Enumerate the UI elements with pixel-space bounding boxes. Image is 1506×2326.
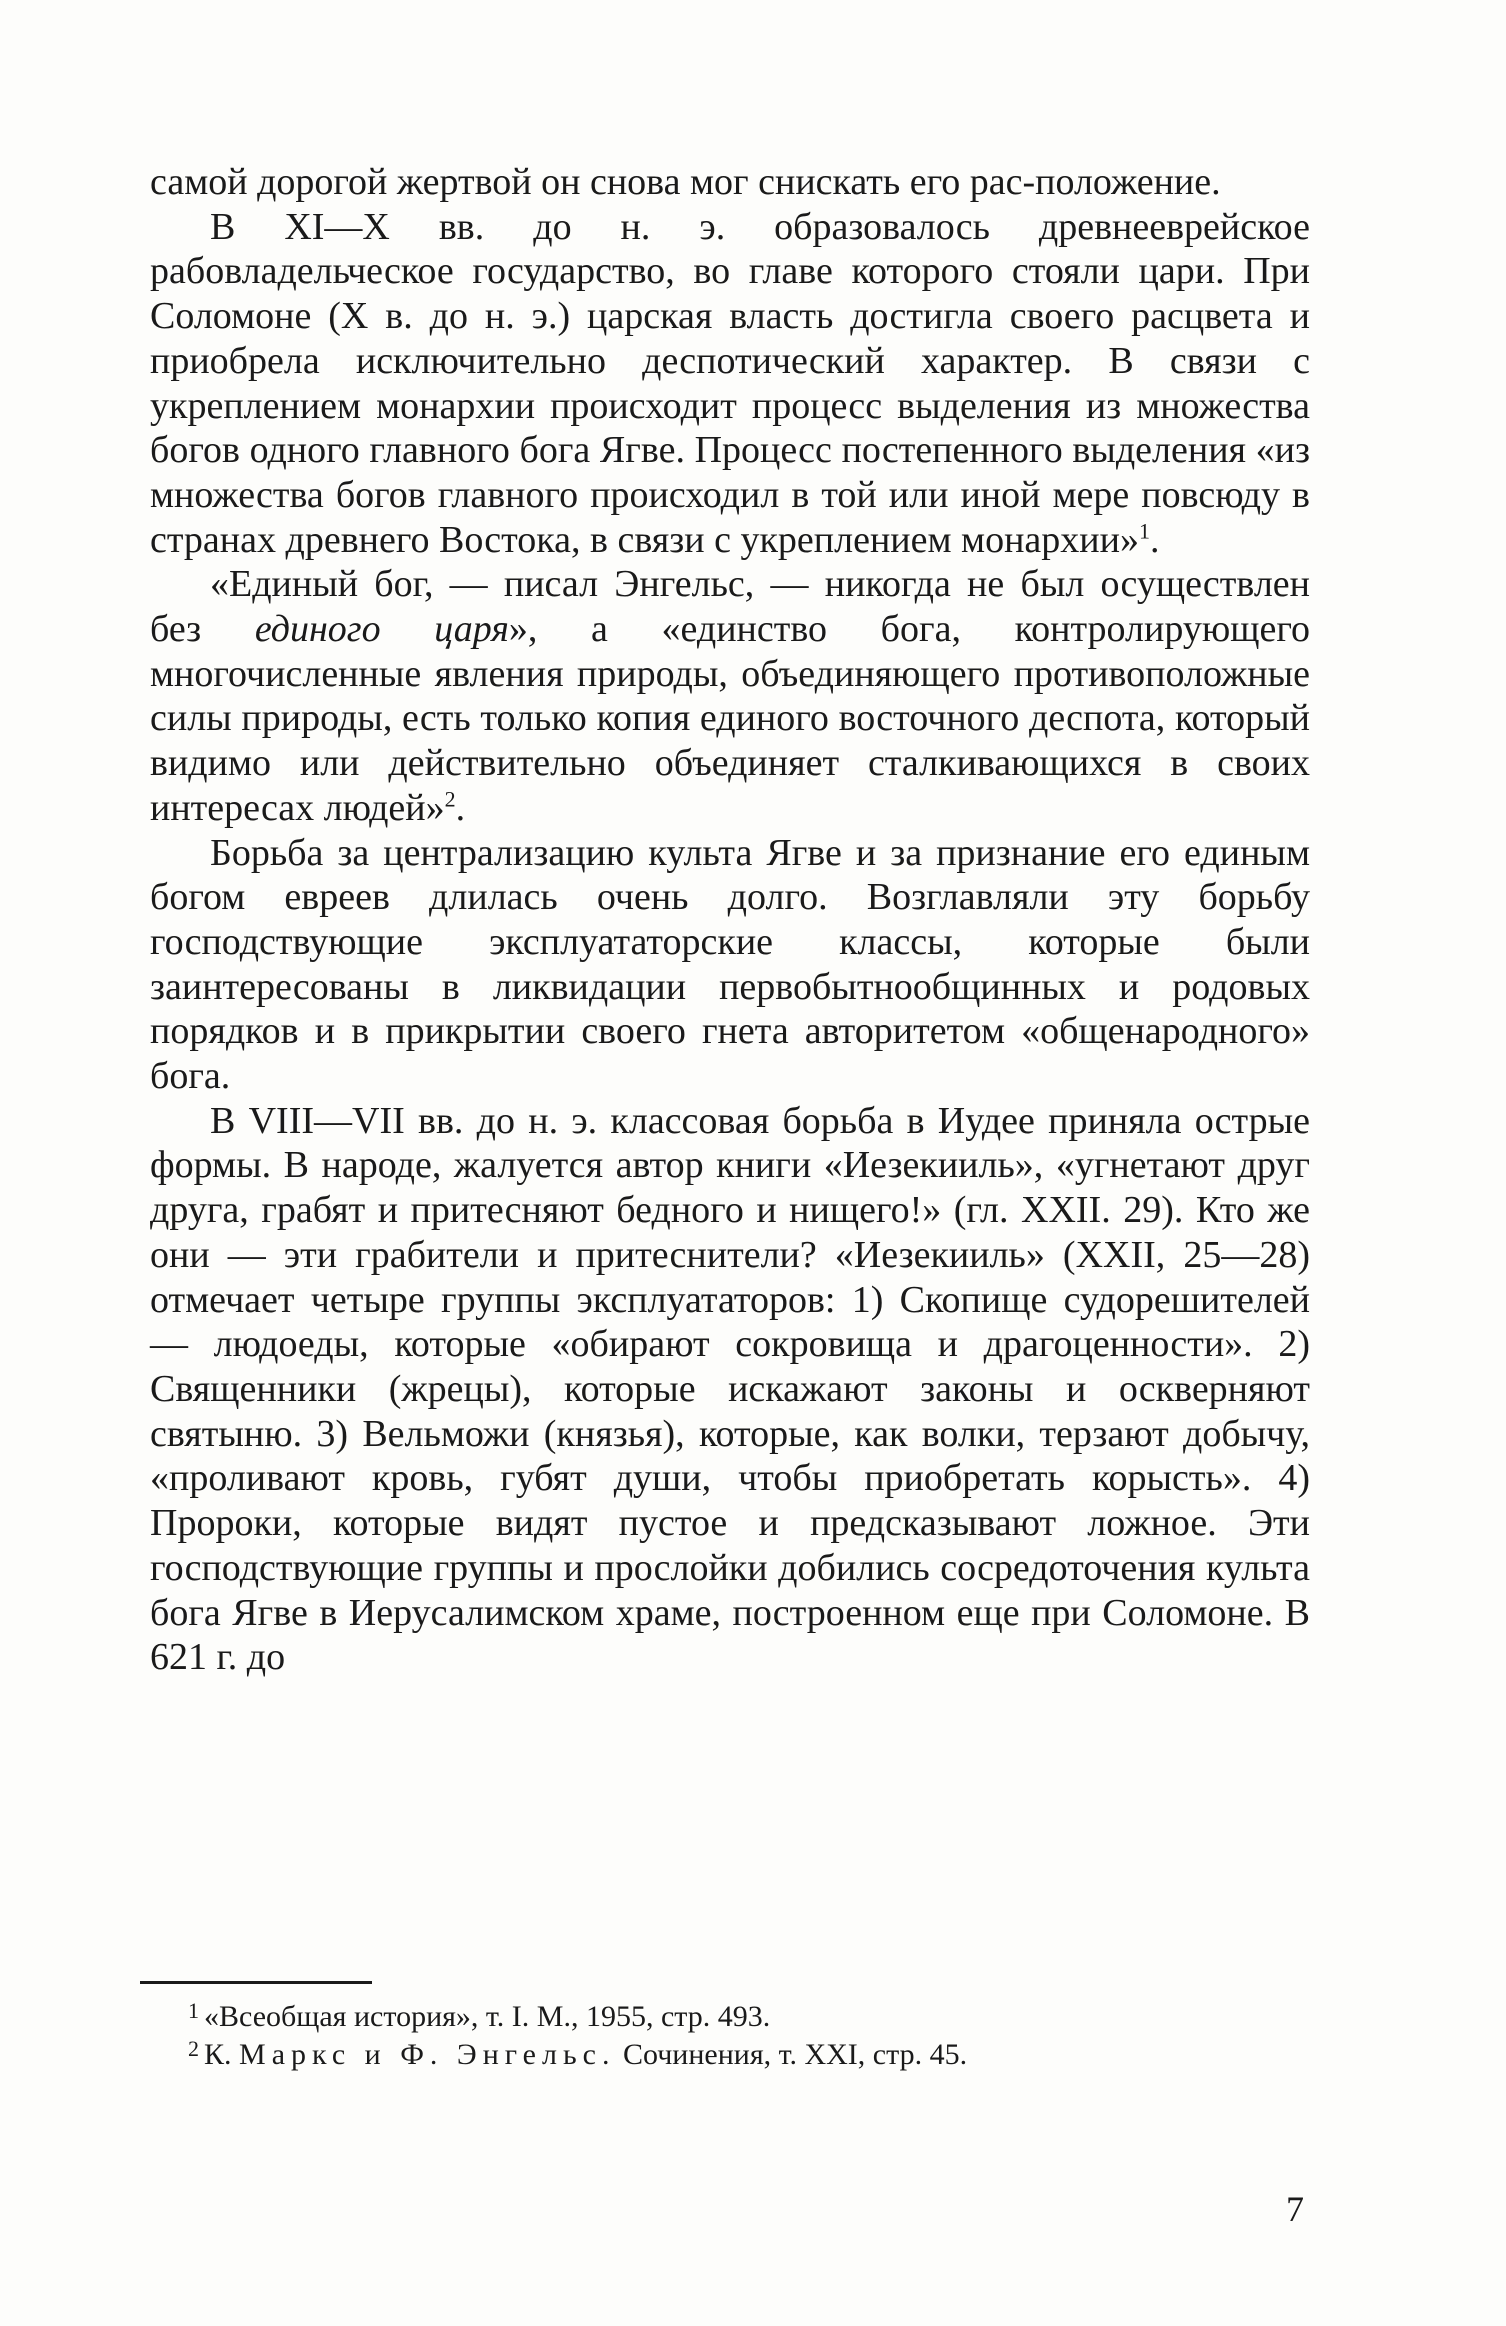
paragraph-5-text: В VIII—VII вв. до н. э. классовая борьба в Иудее приняла острые формы. В народе, жалуется автор книги «Иезекииль», «угнетают друг друга, грабят и притесняют бедного и нищего!» (гл. XXII. 29). Кто же они — эти грабители и притеснители? «Иезекииль» (XXII, 25—28) отмечает четыре группы эксплуататоров: 1) Скопище судорешителей — людоеды, которые «обирают сокровища и драгоценности». 2) Священники (жрецы), которые искажают законы и оскверняют святыню. 3) Вельможи (князья), которые, как волки, терзают добычу, «проливают кровь, губят души, чтобы приобретать корысть». 4) Пророки, которые видят пустое и предсказывают ложное. Эти господствующие группы и прослойки добились сосредоточения культа бога Ягве в Иерусалимском храме, построенном еще при Соломоне. В 621 г. до bbox=[150, 1099, 1310, 1679]
paragraph-3 bbox=[150, 562, 1310, 830]
paragraph-3-italic: единого царя bbox=[254, 608, 509, 651]
footnote-2 bbox=[188, 2036, 1264, 2074]
paragraph-3-text-a: «Единый бог, — писал Энгельс, — никогда не был осуществлен без bbox=[150, 563, 1310, 651]
paragraph-4-text: Борьба за централизацию культа Ягве и за признание его единым богом евреев длилась очень долго. Возглавляли эту борьбу господствующие эксплуататорские классы, которые были заинтересованы в ликвидации первобытнообщинных и родовых порядков и в прикрытии своего гнета авторитетом «общенародного» бога. bbox=[150, 831, 1310, 1098]
paragraph-2-tail: . bbox=[1149, 518, 1160, 561]
paragraph-2-text: В XI—X вв. до н. э. образовалось древнееврейское рабовладельческое государство, во главе которого стояли цари. При Соломоне (X в. до н. э.) царская власть достигла своего расцвета и приобрела исключительно деспотический характер. В связи с укреплением монархии происходит процесс выделения из множества богов одного главного бога Ягве. Процесс постепенного выделения «из множества богов главного происходил в той или иной мере повсюду в странах древнего Востока, в связи с укреплением монархии» bbox=[150, 205, 1310, 561]
footnote-ref-1: 1 bbox=[1138, 517, 1150, 543]
footnote-ref-2: 2 bbox=[444, 786, 456, 812]
footnote-2-number: 2 bbox=[188, 2036, 199, 2061]
paragraph-4 bbox=[150, 831, 1310, 1099]
footnote-1-number: 1 bbox=[188, 1998, 199, 2023]
footnote-2-lead: К. bbox=[204, 2038, 232, 2071]
paragraph-5 bbox=[150, 1099, 1310, 1680]
footnote-2-text: Сочинения, т. XXI, стр. 45. bbox=[622, 2038, 968, 2071]
paragraph-3-tail: . bbox=[455, 786, 466, 829]
footnote-2-author: Маркс и Ф. Энгельс. bbox=[239, 2038, 616, 2071]
main-text bbox=[150, 160, 1310, 1680]
footnotes bbox=[188, 1998, 1264, 2074]
paragraph-1 bbox=[150, 160, 1310, 205]
footnote-1-text: «Всеобщая история», т. I. М., 1955, стр. 493. bbox=[204, 2000, 771, 2033]
paragraph-2 bbox=[150, 205, 1310, 563]
footnote-1 bbox=[188, 1998, 1264, 2036]
footnote-divider bbox=[140, 1981, 372, 1984]
page-number: 7 bbox=[1286, 2189, 1304, 2229]
paragraph-3-text-b: », а «единство бога, контролирующего многочисленные явления природы, объединяющего противоположные силы природы, есть только копия единого восточного деспота, который видимо или действительно объединяет сталкивающихся в своих интересах людей» bbox=[150, 608, 1310, 829]
paragraph-1-text: самой дорогой жертвой он снова мог снискать его рас-положение. bbox=[150, 161, 1221, 203]
